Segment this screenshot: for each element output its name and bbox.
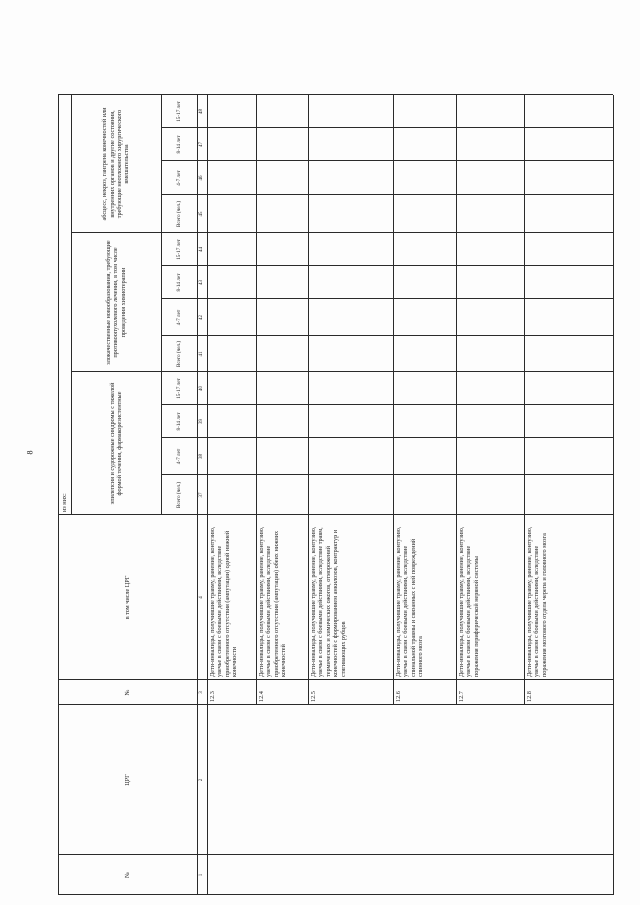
row-description-text: Дети-инвалиды, получившие травму, ранение, контузию, увечье в связи с боевыми действиями, вследствие поражения мозгового отдела черепа и головного мозга <box>526 526 548 677</box>
row-description <box>308 515 393 680</box>
grid-line <box>207 95 208 895</box>
column-number-text: 1 <box>199 873 205 877</box>
subcol-header-text: 4-7 лет <box>176 309 182 326</box>
row-description <box>256 515 308 680</box>
header-iz-nih <box>58 372 71 515</box>
subcol-header-text: 8-14 лет <box>176 412 182 431</box>
row-description <box>456 515 524 680</box>
grid-line <box>161 127 613 128</box>
grid-line <box>161 474 613 475</box>
row-number-text: 12.8 <box>526 691 533 702</box>
column-number <box>197 372 207 405</box>
row-number-text: 12.3 <box>209 691 216 702</box>
row-number <box>308 680 393 705</box>
grid-line <box>161 298 613 299</box>
column-number <box>197 266 207 299</box>
header-col-sub-crg <box>58 515 197 680</box>
group-header-surgery-text: абсцесс, некроз, гангрена конечностей или внутренних органов и другие состояния, требующие неотложного хирургического вмешательства <box>101 107 131 221</box>
subcol-header <box>161 438 197 475</box>
subcol-header <box>161 233 197 266</box>
grid-line <box>161 404 613 405</box>
column-number-text: 2 <box>199 778 205 782</box>
grid-line <box>161 265 613 266</box>
column-number-text: 38 <box>199 454 205 459</box>
subcol-header <box>161 405 197 438</box>
column-number <box>197 128 207 161</box>
column-number-text: 41 <box>199 351 205 357</box>
column-number <box>197 855 207 895</box>
column-number-text: 3 <box>199 691 205 694</box>
column-number <box>197 438 207 475</box>
group-header-epilepsy <box>71 372 161 515</box>
subcol-header-text: 15-17 лет <box>176 101 182 122</box>
grid-line <box>161 437 613 438</box>
column-number-text: 46 <box>199 175 205 181</box>
column-number-text: 4 <box>199 596 205 599</box>
row-number <box>524 680 613 705</box>
subcol-header <box>161 372 197 405</box>
statistics-table <box>58 95 613 895</box>
row-description <box>393 515 456 680</box>
header-col-no-text: № <box>123 872 131 878</box>
group-header-surgery <box>71 95 161 233</box>
column-number <box>197 161 207 195</box>
row-description-text: Дети-инвалиды, получившие травму, ранение, контузию, увечье в связи с боевыми действиями, вследствие приобретенного отсутствия (ампутации) обеих нижних конечностей <box>258 526 288 677</box>
row-description <box>207 515 256 680</box>
grid-line <box>161 335 613 336</box>
header-col-sub-no-text: № <box>123 689 131 696</box>
column-number <box>197 705 207 855</box>
column-number <box>197 233 207 266</box>
subcol-header-text: Всего (чел.) <box>176 340 182 368</box>
row-number-text: 12.5 <box>310 691 317 702</box>
subcol-header <box>161 299 197 336</box>
header-col-crg <box>58 705 197 855</box>
header-iz-nih-text: из них: <box>60 493 68 512</box>
grid-line <box>161 160 613 161</box>
subcol-header-text: Всего (чел.) <box>176 200 182 228</box>
row-description <box>524 515 613 680</box>
subcol-header-text: 15-17 лет <box>176 239 182 260</box>
row-description-text: Дети-инвалиды, получившие травму, ранение, контузию, увечье в связи с боевыми действиями, вследствие приобретенного отсутствия (ампутации) одной нижней конечности <box>209 526 239 677</box>
subcol-header <box>161 195 197 233</box>
column-number-text: 45 <box>199 211 205 217</box>
subcol-header <box>161 161 197 195</box>
subcol-header-text: 4-7 лет <box>176 170 182 186</box>
column-number-text: 40 <box>199 386 205 391</box>
grid-line <box>161 194 613 195</box>
row-number-text: 12.6 <box>395 691 402 702</box>
header-col-sub-crg-text: в том числе ЦРГ <box>123 575 131 620</box>
subcol-header-text: Всего (чел.) <box>176 481 182 509</box>
subcol-header-text: 8-14 лет <box>176 273 182 292</box>
subcol-header <box>161 266 197 299</box>
page-number: 8 <box>25 450 35 455</box>
row-number <box>456 680 524 705</box>
grid-line <box>613 95 614 895</box>
row-description-text: Дети-инвалиды, получившие травму, ранение, контузию, увечье в связи с боевыми действиями, вследствие поражения периферической нервной системы <box>458 526 480 677</box>
column-number-text: 39 <box>199 419 205 424</box>
column-number <box>197 299 207 336</box>
column-number <box>197 680 207 705</box>
subcol-header-text: 15-17 лет <box>176 378 182 399</box>
subcol-header <box>161 128 197 161</box>
column-number-text: 47 <box>199 142 205 147</box>
row-number <box>393 680 456 705</box>
subcol-header <box>161 475 197 515</box>
group-header-oncology <box>71 233 161 372</box>
column-number <box>197 475 207 515</box>
subcol-header-text: 8-14 лет <box>176 135 182 154</box>
column-number <box>197 515 207 680</box>
column-number-text: 44 <box>199 247 205 252</box>
column-number <box>197 405 207 438</box>
row-number <box>256 680 308 705</box>
column-number <box>197 195 207 233</box>
row-number <box>207 680 256 705</box>
subcol-header <box>161 336 197 372</box>
subcol-header-text: 4-7 лет <box>176 448 182 465</box>
column-number-text: 42 <box>199 315 205 320</box>
subcol-header <box>161 95 197 128</box>
row-description-text: Дети-инвалиды, получившие травму, ранение, контузию, увечье в связи с боевыми действиями, вследствие травм, термических и химических ожогов, отморожений конечностей с формированием анкилозов, контрактур и стягивающих рубцов <box>310 526 347 677</box>
column-number-text: 43 <box>199 280 205 285</box>
column-number-text: 37 <box>199 492 205 498</box>
row-number-text: 12.7 <box>458 691 465 702</box>
row-description-text: Дети-инвалиды, получившие травму, ранение, контузию, увечье в связи с боевыми действиями, вследствие спинальной травмы и связанных с ней повреждений спинного мозга <box>395 526 425 677</box>
group-header-oncology-text: злокачественные новообразования, требующие противоопухолевого лечения, в том числе проведения химиотерапии <box>104 240 127 365</box>
column-number-text: 48 <box>199 109 205 114</box>
header-col-sub-no <box>58 680 197 705</box>
header-col-no <box>58 855 197 895</box>
column-number <box>197 95 207 128</box>
group-header-epilepsy-text: эпилепсия и судорожные синдромы с тяжелой формой течения, фармакорезистентные <box>108 382 123 505</box>
row-number-text: 12.4 <box>258 691 265 702</box>
column-number <box>197 336 207 372</box>
header-col-crg-text: ЦРГ <box>123 774 131 786</box>
